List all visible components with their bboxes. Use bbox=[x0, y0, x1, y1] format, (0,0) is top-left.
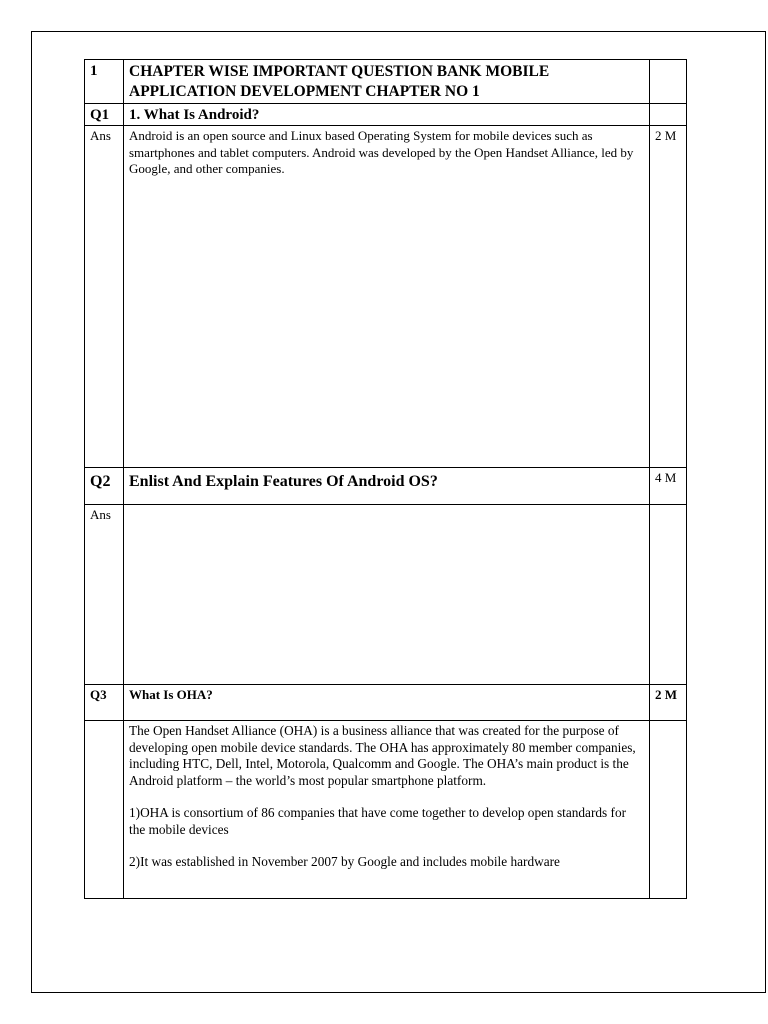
chapter-number: 1 bbox=[85, 60, 124, 104]
question-text: What Is OHA? bbox=[124, 685, 650, 721]
question-label: Q2 bbox=[85, 468, 124, 505]
answer-marks: 2 M bbox=[650, 126, 687, 468]
question-label: Q3 bbox=[85, 685, 124, 721]
question-row-q3 bbox=[85, 685, 687, 721]
answer-paragraph: 2)It was established in November 2007 by Google and includes mobile hardware bbox=[129, 854, 560, 869]
question-label: Q1 bbox=[85, 104, 124, 126]
answer-row-q1 bbox=[85, 126, 687, 468]
answer-paragraph: The Open Handset Alliance (OHA) is a business alliance that was created for the purpose of developing open mobile device standards. The OHA has approximately 80 member companies, including HTC, Dell, Intel, Motorola, Qualcomm and Google. The OHA’s main product is the Android platform – the world’s most popular smartphone platform. bbox=[129, 723, 636, 788]
answer-label: Ans bbox=[85, 505, 124, 685]
question-marks bbox=[650, 104, 687, 126]
question-marks: 4 M bbox=[650, 468, 687, 505]
header-marks-cell bbox=[650, 60, 687, 104]
answer-row-q2 bbox=[85, 505, 687, 685]
answer-text bbox=[124, 505, 650, 685]
table-header-row bbox=[85, 60, 687, 104]
answer-marks bbox=[650, 505, 687, 685]
answer-label: Ans bbox=[85, 126, 124, 468]
answer-text: Android is an open source and Linux based Operating System for mobile devices such as smartphones and tablet computers. Android was developed by the Open Handset Alliance, led by Google, and other companies. bbox=[124, 126, 650, 468]
question-bank-table bbox=[84, 59, 687, 899]
answer-paragraph: 1)OHA is consortium of 86 companies that have come together to develop open standards for the mobile devices bbox=[129, 805, 627, 837]
answer-label bbox=[85, 721, 124, 899]
question-text: 1. What Is Android? bbox=[124, 104, 650, 126]
question-row-q1 bbox=[85, 104, 687, 126]
answer-marks bbox=[650, 721, 687, 899]
question-text: Enlist And Explain Features Of Android OS? bbox=[124, 468, 650, 505]
answer-text bbox=[124, 721, 650, 899]
question-marks: 2 M bbox=[650, 685, 687, 721]
question-row-q2 bbox=[85, 468, 687, 505]
chapter-title: CHAPTER WISE IMPORTANT QUESTION BANK MOBILE APPLICATION DEVELOPMENT CHAPTER NO 1 bbox=[124, 60, 650, 104]
answer-row-q3 bbox=[85, 721, 687, 899]
